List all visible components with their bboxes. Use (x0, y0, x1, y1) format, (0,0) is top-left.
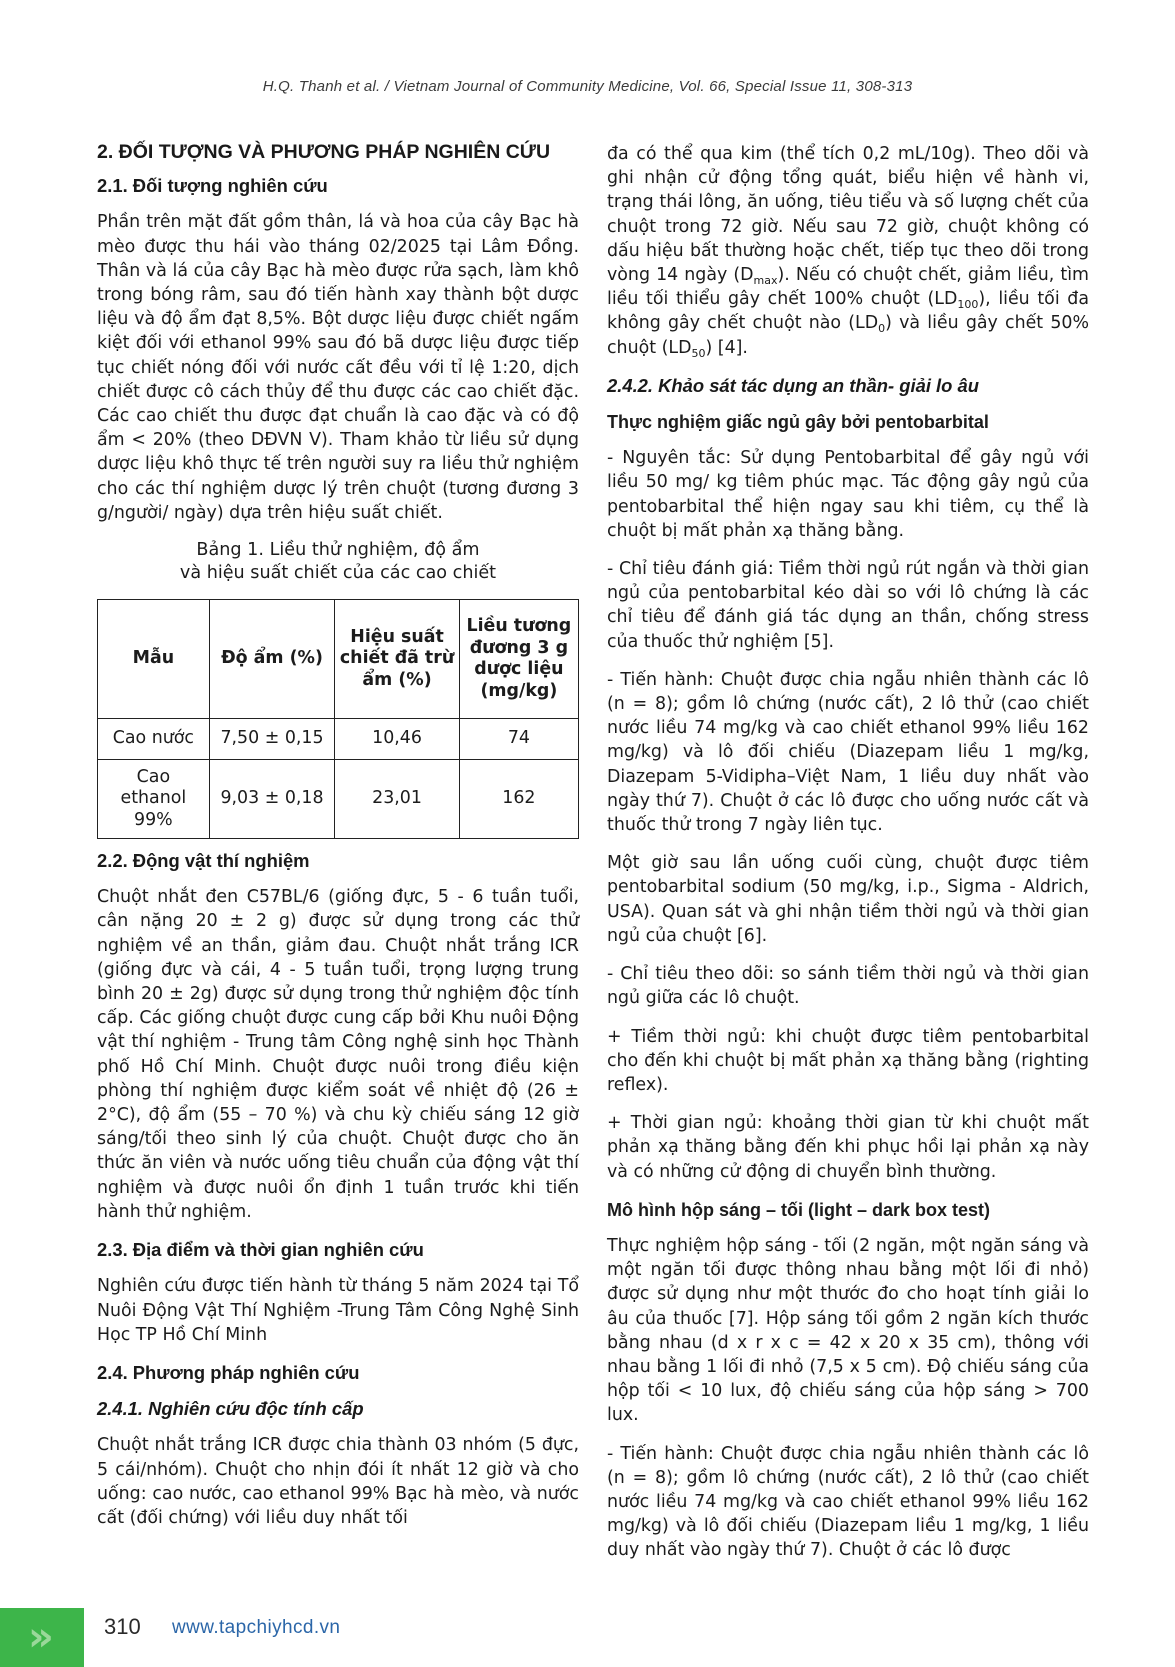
subsection-title-2-3: 2.3. Địa điểm và thời gian nghiên cứu (97, 1239, 424, 1261)
paragraph-light-dark-procedure: - Tiến hành: Chuột được chia ngẫu nhiên thành các lô (n = 8); gồm lô chứng (nước cất), 2 lô thử (cao chiết nước liều 74 mg/kg và cao chiết ethanol 99% liều 162 mg/kg) và lô đối chiếu (Diazepam liều 1 mg/kg, 1 liều duy nhất vào ngày thứ 7). Chuột ở các lô được (607, 1443, 1089, 1561)
subsection-title-2-4: 2.4. Phương pháp nghiên cứu (97, 1361, 360, 1383)
table-cell: Cao nước (98, 719, 210, 760)
table-caption-line-2: và hiệu suất chiết của các cao chiết (179, 563, 497, 584)
paragraph-procedure: - Tiến hành: Chuột được chia ngẫu nhiên thành các lô (n = 8); gồm lô chứng (nước cất), 2 lô thử (cao chiết nước liều 74 mg/kg và cao chiết ethanol 99% liều 162 mg/kg) và lô đối chiếu (Diazepam liều 1 mg/kg, Diazepam 5-Vidipha–Việt Nam, 1 liều duy nhất vào ngày thứ 7). Chuột ở các lô được cho uống nước cất và thuốc thử trong 7 ngày liên tục. (607, 669, 1089, 836)
table-header-cell: Độ ẩm (%) (209, 600, 335, 719)
table-cell: 74 (459, 719, 578, 760)
paragraph-injection: Một giờ sau lần uống cuối cùng, chuột được tiêm pentobarbital sodium (50 mg/kg, i.p., Sigma - Aldrich, USA). Quan sát và ghi nhận tiềm thời ngủ và thời gian ngủ của chuột [6]. (607, 853, 1089, 946)
table-caption (97, 539, 579, 585)
table-cell: 9,03 ± 0,18 (209, 760, 335, 839)
double-chevron-icon: » (28, 1614, 48, 1660)
light-dark-box-title: Mô hình hộp sáng – tối (light – dark box test) (607, 1199, 991, 1220)
paragraph-monitoring: - Chỉ tiêu theo dõi: so sánh tiềm thời ngủ và thời gian ngủ giữa các lô chuột. (607, 964, 1089, 1009)
pentobarbital-title: Thực nghiệm giấc ngủ gây bởi pentobarbital (607, 412, 989, 433)
paragraph-criteria: - Chỉ tiêu đánh giá: Tiềm thời ngủ rút ngắn và thời gian ngủ của pentobarbital kéo dài so với lô chứng là các chỉ tiêu để đánh giá tác dụng an thần, chống stress của thuốc thử nghiệm [5]. (607, 559, 1089, 652)
paragraph-study-subject: Phần trên mặt đất gồm thân, lá và hoa của cây Bạc hà mèo được thu hái vào tháng 02/2025 tại Lâm Đồng. Thân và lá của cây Bạc hà mèo được rửa sạch, làm khô trong bóng râm, sau đó tiến hành xay thành bột dược liệu và độ ẩm đạt 8,5%. Bột dược liệu được chiết ngấm kiệt đối với ethanol 99% sau đó bã dược liệu được tiếp tục chiết nóng đối với nước cất đều với tỉ lệ 1:20, dịch chiết được cô cách thủy để thu được các cao chiết đặc. Các cao chiết thu được đạt chuẩn là cao đặc và có độ ẩm < 20% (theo DĐVN V). Tham khảo từ liều sử dụng dược liệu khô thực tế trên người suy ra liều thử nghiệm cho các thí nghiệm dược lý trên chuột (tương đương 3 g/người/ ngày) dựa trên hiệu suất chiết. (97, 212, 579, 523)
subsection-title-2-4-1: 2.4.1. Nghiên cứu độc tính cấp (97, 1398, 364, 1420)
paragraph-location: Nghiên cứu được tiến hành từ tháng 5 năm 2024 tại Tổ Nuôi Động Vật Thí Nghiệm -Trung Tâm Công Nghệ Sinh Học TP Hồ Chí Minh (97, 1276, 579, 1345)
table-cell: 7,50 ± 0,15 (209, 719, 335, 760)
table-cell: 23,01 (335, 760, 460, 839)
table-header-row (98, 600, 579, 719)
table-cell: 162 (459, 760, 578, 839)
running-header: H.Q. Thanh et al. / Vietnam Journal of Community Medicine, Vol. 66, Special Issue 11, 308-313 (262, 78, 913, 95)
table-row (98, 760, 579, 839)
left-column (97, 140, 579, 1544)
page-number: 310 (104, 1614, 141, 1639)
paragraph-acute-toxicity: Chuột nhắt trắng ICR được chia thành 03 nhóm (5 đực, 5 cái/nhóm). Chuột cho nhịn đói ít nhất 12 giờ và cho uống: cao nước, cao ethanol 99% Bạc hà mèo, và nước cất (đối chứng) với liều duy nhất tối (97, 1435, 579, 1528)
table-caption-line-1: Bảng 1. Liều thử nghiệm, độ ẩm (196, 540, 480, 561)
table-header-cell: Hiệu suất chiết đã trừ ẩm (%) (335, 600, 460, 719)
right-column (607, 142, 1089, 1577)
section-title: 2. ĐỐI TƯỢNG VÀ PHƯƠNG PHÁP NGHIÊN CỨU (97, 141, 551, 163)
paragraph-sleep-latency: + Tiềm thời ngủ: khi chuột được tiêm pentobarbital cho đến khi chuột bị mất phản xạ thăng bằng (righting reflex). (607, 1026, 1089, 1095)
paragraph-light-dark-box: Thực nghiệm hộp sáng - tối (2 ngăn, một ngăn sáng và một ngăn tối được thông nhau bằng một lối đi nhỏ) được sử dụng như một thước đo cho hoạt tính giải lo âu của thuốc [7]. Hộp sáng tối gồm 2 ngăn kích thước bằng nhau (d x r x c = 42 x 20 x 35 cm), thông với nhau bằng 1 lối đi nhỏ (7,5 x 5 cm). Độ chiếu sáng của hộp tối < 10 lux, độ chiếu sáng của hộp sáng > 700 lux. (607, 1235, 1089, 1426)
table-header-cell: Mẫu (98, 600, 210, 719)
paragraph-sleep-duration: + Thời gian ngủ: khoảng thời gian từ khi chuột mất phản xạ thăng bằng đến khi phục hồi lại phản xạ này và có những cử động di chuyển bình thường. (607, 1113, 1089, 1182)
paragraph-acute-toxicity-cont: đa có thể qua kim (thể tích 0,2 mL/10g). Theo dõi và ghi nhận cử động tổng quát, biểu hiện về hành vi, trạng thái lông, ăn uống, tiêu tiểu và số lượng chết của chuột trong 72 giờ. Nếu sau 72 giờ, chuột không có dấu hiệu bất thường hoặc chết, tiếp tục theo dõi trong vòng 14 ngày $(D_{max})$. Nếu có chuột chết, giảm liều, tìm liều tối thiểu gây chết 100% chuột $(LD_{100})$, liều tối đa không gây chết chuột nào $(LD_0)$ và liều gây chết 50% chuột $(LD_{50})$ [4]. (607, 144, 1089, 360)
paragraph-principle: - Nguyên tắc: Sử dụng Pentobarbital để gây ngủ với liều 50 mg/ kg tiêm phúc mạc. Tác động gây ngủ của pentobarbital thể hiện ngay sau khi tiêm, cụ thể là chuột bị mất phản xạ thăng bằng. (607, 448, 1089, 541)
table-cell: 10,46 (335, 719, 460, 760)
dose-table (97, 599, 579, 839)
table-cell: Cao ethanol 99% (98, 760, 210, 839)
table-header-cell: Liều tương đương 3 g dược liệu (mg/kg) (459, 600, 578, 719)
journal-url-link[interactable]: www.tapchiyhcd.vn (172, 1617, 341, 1638)
paragraph-animals: Chuột nhắt đen C57BL/6 (giống đực, 5 - 6 tuần tuổi, cân nặng 20 ± 2 g) được sử dụng trong các thử nghiệm về an thần, giảm đau. Chuột nhắt trắng ICR (giống đực và cái, 4 - 5 tuần tuổi, trọng lượng trung bình 20 ± 2g) được sử dụng trong thử nghiệm độc tính cấp. Các giống chuột được cung cấp bởi Khu nuôi Động vật thí nghiệm - Trung tâm Công nghệ sinh học Thành phố Hồ Chí Minh. Chuột được nuôi trong điều kiện phòng thí nghiệm được kiểm soát về nhiệt độ (26 ± 2°C), độ ẩm (55 – 70 %) và chu kỳ chiếu sáng 12 giờ sáng/tối theo sinh lý của chuột. Chuột được cho ăn thức ăn viên và nước uống tiêu chuẩn của động vật thí nghiệm và được nuôi ổn định 1 tuần trước khi tiến hành thử nghiệm. (97, 887, 579, 1222)
subsection-title-2-4-2: 2.4.2. Khảo sát tác dụng an thần- giải lo âu (607, 374, 979, 396)
subsection-title-2-1: 2.1. Đối tượng nghiên cứu (97, 175, 328, 197)
table-row (98, 719, 579, 760)
subsection-title-2-2: 2.2. Động vật thí nghiệm (97, 850, 310, 872)
